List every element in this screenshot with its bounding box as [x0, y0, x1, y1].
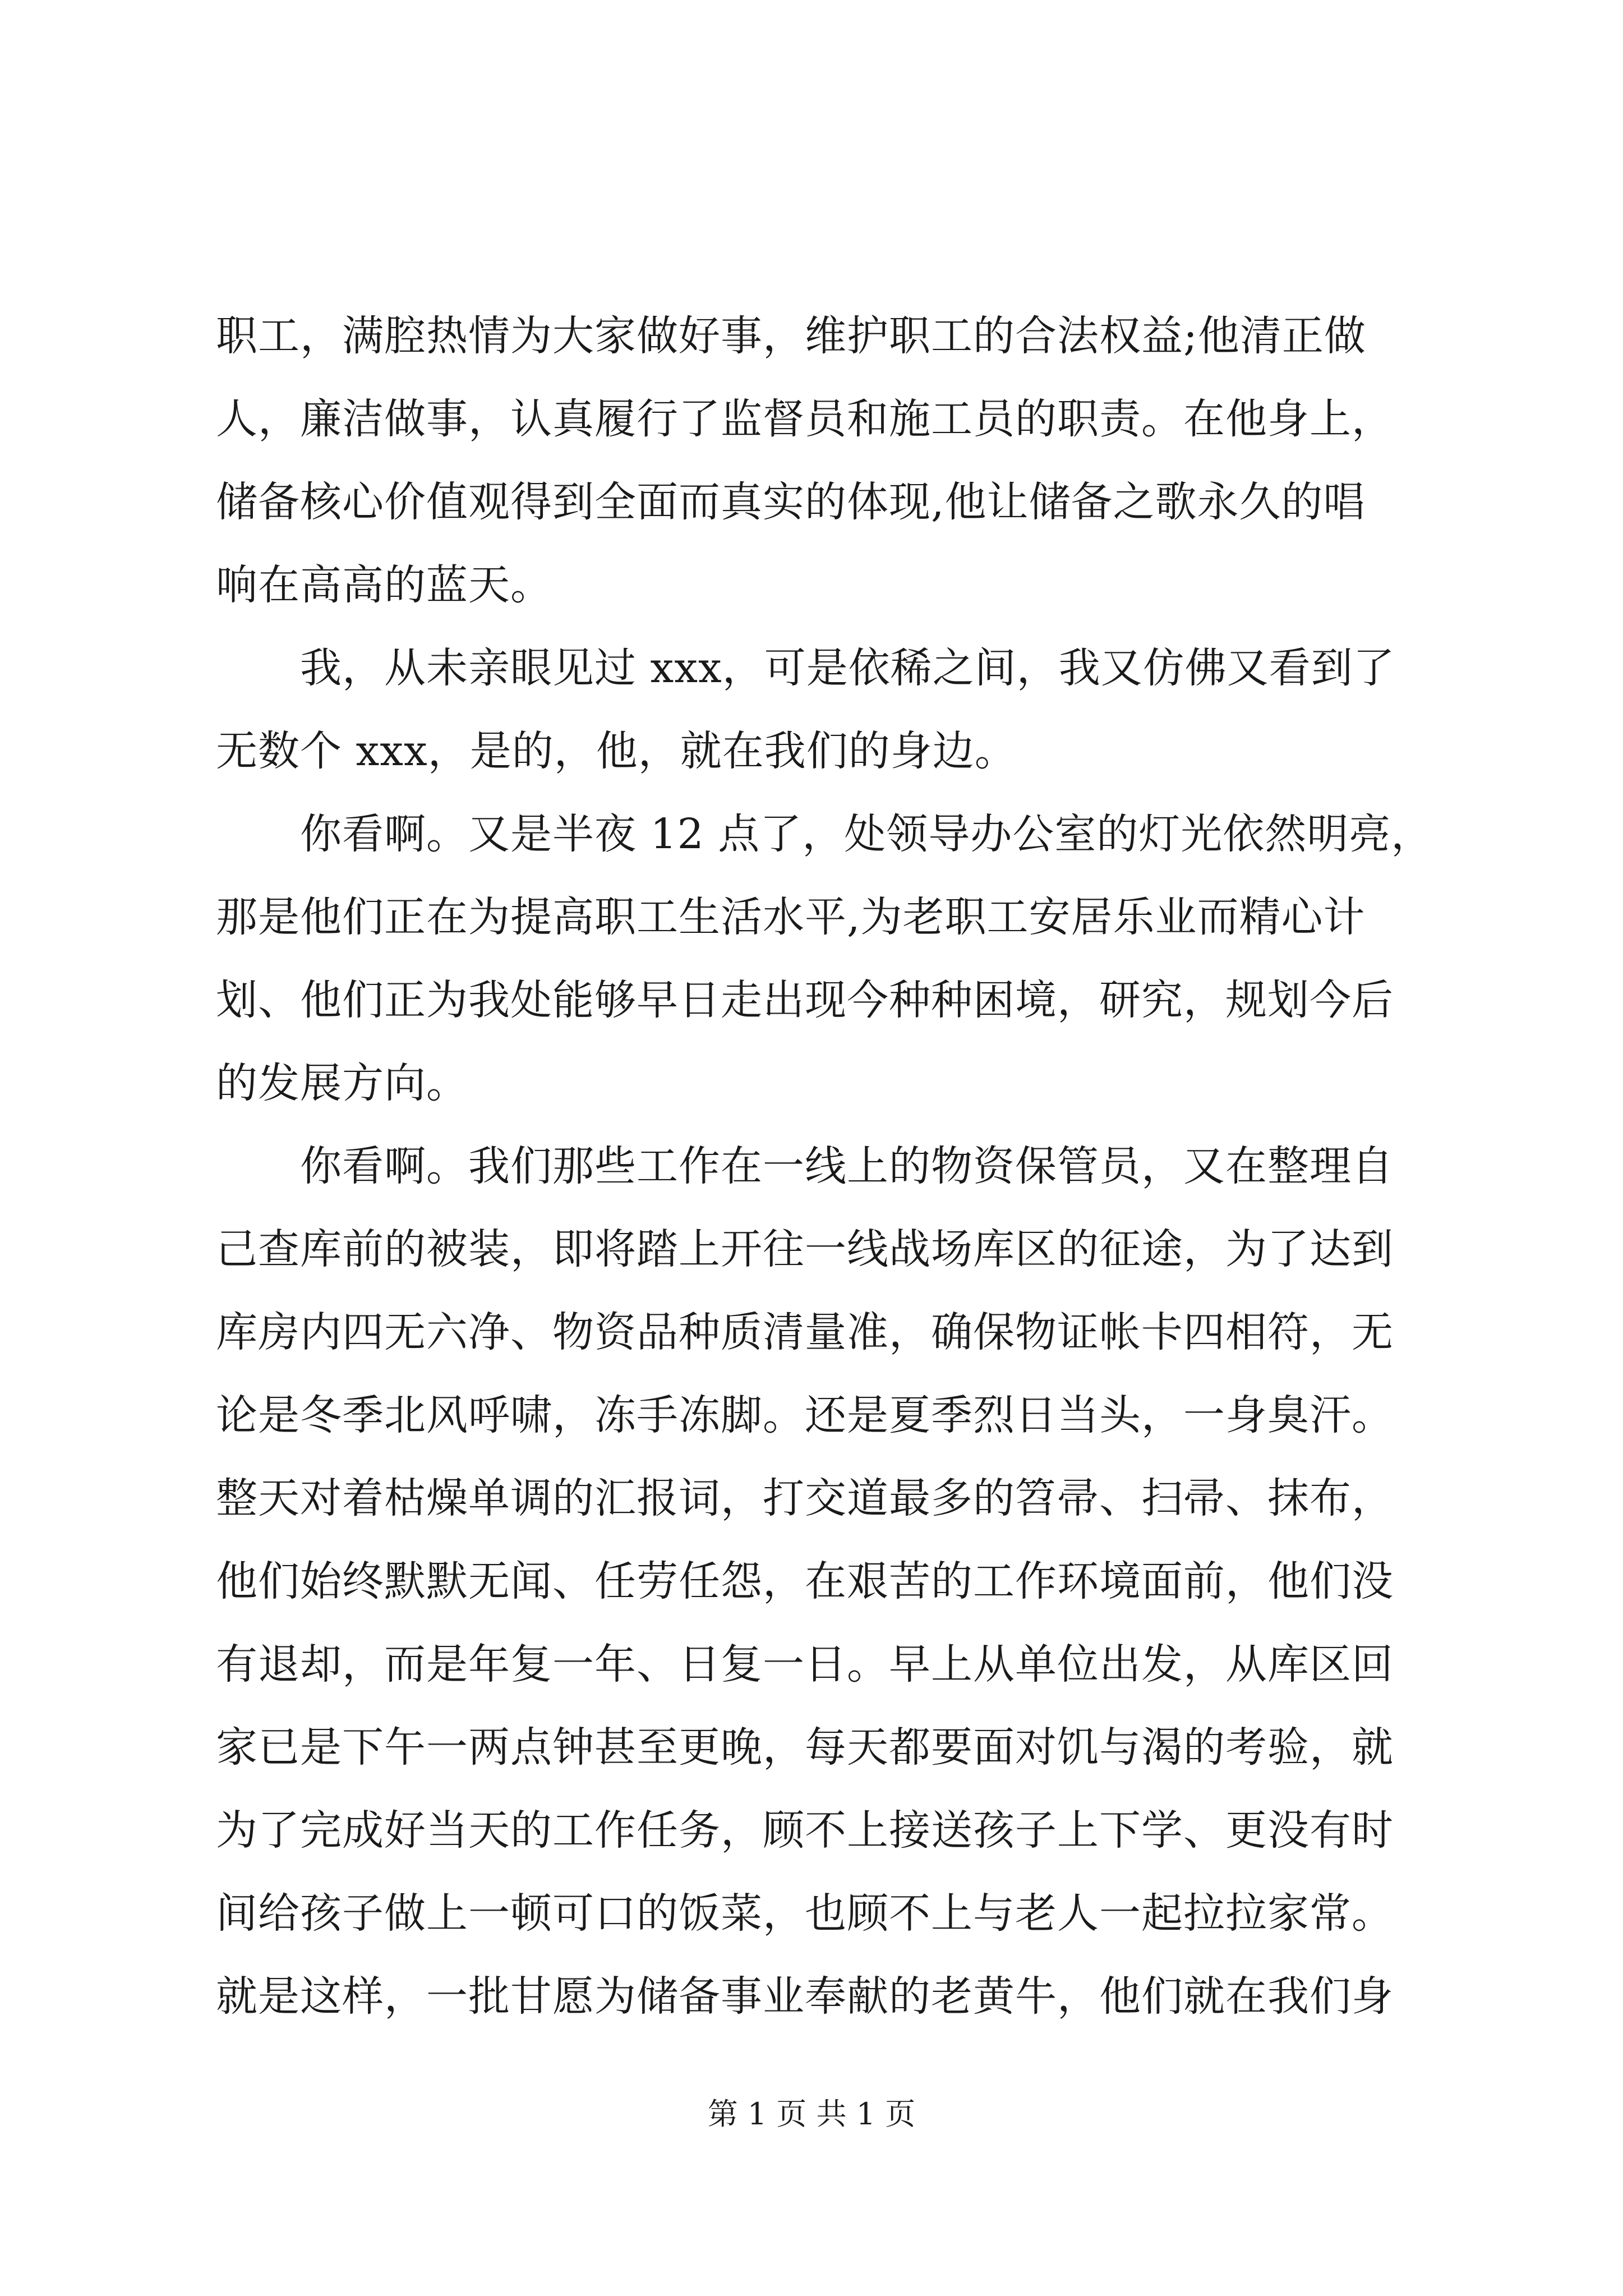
text-line-15: 整天对着枯燥单调的汇报词，打交道最多的笤帚、扫帚、抹布，	[216, 1474, 1394, 1522]
text-line-18: 家已是下午一两点钟甚至更晚，每天都要面对饥与渴的考验，就	[216, 1723, 1394, 1772]
text-line-20: 间给孩子做上一顿可口的饭菜，也顾不上与老人一起拉拉家常。	[216, 1889, 1394, 1938]
text-line-16: 他们始终默默无闻、任劳任怨，在艰苦的工作环境面前，他们没	[216, 1557, 1394, 1605]
text-line-17: 有退却，而是年复一年、日复一日。早上从单位出发，从库区回	[216, 1640, 1394, 1688]
text-line-13: 库房内四无六净、物资品种质清量准，确保物证帐卡四相符，无	[216, 1308, 1394, 1356]
text-line-5: 我，从未亲眼见过 xxx，可是依稀之间，我又仿佛又看到了	[300, 644, 1395, 692]
text-line-19: 为了完成好当天的工作任务，顾不上接送孩子上下学、更没有时	[216, 1806, 1394, 1855]
text-line-10: 的发展方向。	[216, 1059, 468, 1107]
text-line-14: 论是冬季北风呼啸，冻手冻脚。还是夏季烈日当头，一身臭汗。	[216, 1391, 1394, 1439]
text-line-3: 储备核心价值观得到全面而真实的体现,他让储备之歌永久的唱	[216, 478, 1366, 526]
text-line-1: 职工，满腔热情为大家做好事，维护职工的合法权益;他清正做	[216, 312, 1366, 360]
page-footer: 第 1 页 共 1 页	[707, 2096, 916, 2132]
text-line-8: 那是他们正在为提高职工生活水平,为老职工安居乐业而精心计	[216, 893, 1366, 941]
text-line-12: 己查库前的被装，即将踏上开往一线战场库区的征途，为了达到	[216, 1225, 1394, 1273]
text-line-7: 你看啊。又是半夜 12 点了，处领导办公室的灯光依然明亮，	[300, 810, 1433, 858]
text-line-11: 你看啊。我们那些工作在一线上的物资保管员，又在整理自	[300, 1142, 1394, 1190]
text-line-2: 人，廉洁做事，认真履行了监督员和施工员的职责。在他身上，	[216, 395, 1394, 443]
text-line-4: 响在高高的蓝天。	[216, 561, 552, 609]
text-line-21: 就是这样，一批甘愿为储备事业奉献的老黄牛，他们就在我们身	[216, 1972, 1394, 2021]
text-line-9: 划、他们正为我处能够早日走出现今种种困境，研究，规划今后	[216, 976, 1394, 1024]
text-line-6: 无数个 xxx，是的，他，就在我们的身边。	[216, 727, 1017, 775]
